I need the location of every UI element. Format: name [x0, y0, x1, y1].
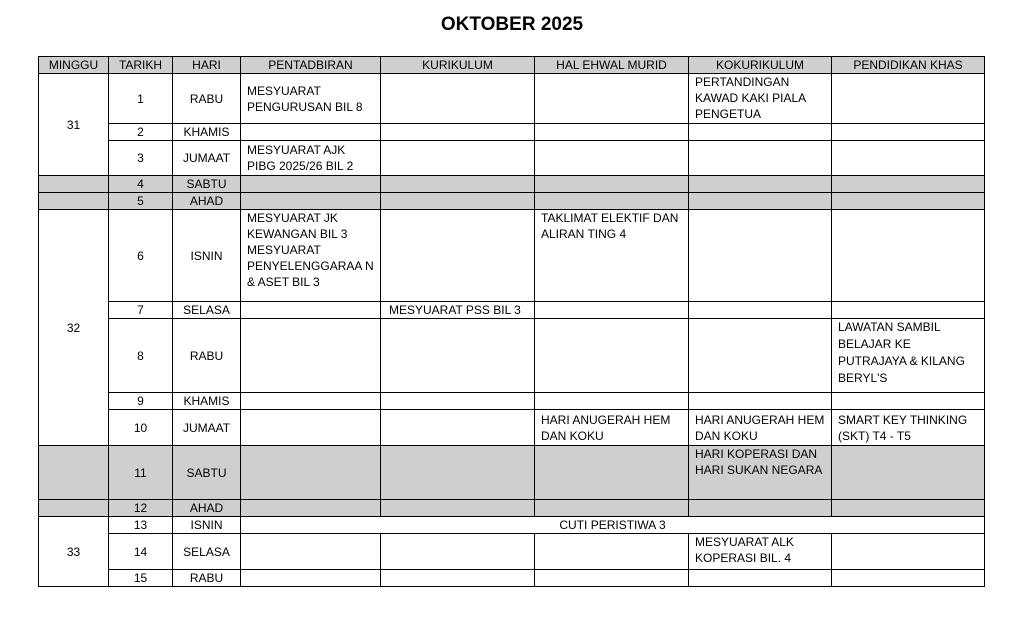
- table-row: [39, 124, 985, 141]
- khas-cell: [832, 210, 985, 302]
- kurikulum-cell: [381, 74, 535, 124]
- khas-cell: [832, 446, 985, 500]
- khas-cell: [832, 393, 985, 410]
- hari-cell: AHAD: [173, 500, 241, 517]
- hari-cell: ISNIN: [173, 210, 241, 302]
- kokurikulum-cell: [689, 393, 832, 410]
- week-cell: [39, 500, 109, 517]
- khas-cell: [832, 500, 985, 517]
- khas-cell: [832, 141, 985, 176]
- pentadbiran-cell: [241, 393, 381, 410]
- hari-cell: AHAD: [173, 193, 241, 210]
- calendar-table: [38, 56, 985, 587]
- table-row: [39, 176, 985, 193]
- header-kokurikulum: KOKURIKULUM: [689, 57, 832, 74]
- hari-cell: KHAMIS: [173, 393, 241, 410]
- week-cell: 33: [39, 517, 109, 587]
- holiday-cell: CUTI PERISTIWA 3: [241, 517, 985, 534]
- header-hem: HAL EHWAL MURID: [535, 57, 689, 74]
- pentadbiran-cell: [241, 124, 381, 141]
- table-row: [39, 141, 985, 176]
- header-minggu: MINGGU: [39, 57, 109, 74]
- header-pentadbiran: PENTADBIRAN: [241, 57, 381, 74]
- table-row: [39, 570, 985, 587]
- hari-cell: RABU: [173, 74, 241, 124]
- kokurikulum-cell: [689, 319, 832, 393]
- pentadbiran-cell: [241, 534, 381, 570]
- hari-cell: SELASA: [173, 534, 241, 570]
- tarikh-cell: 13: [109, 517, 173, 534]
- hem-cell: [535, 124, 689, 141]
- hari-cell: JUMAAT: [173, 141, 241, 176]
- hem-cell: [535, 446, 689, 500]
- hari-cell: JUMAAT: [173, 410, 241, 446]
- hem-cell: TAKLIMAT ELEKTIF DAN ALIRAN TING 4: [535, 210, 689, 302]
- table-row: [39, 517, 985, 534]
- khas-cell: [832, 74, 985, 124]
- tarikh-cell: 14: [109, 534, 173, 570]
- tarikh-cell: 11: [109, 446, 173, 500]
- kokurikulum-cell: [689, 176, 832, 193]
- khas-cell: LAWATAN SAMBIL BELAJAR KE PUTRAJAYA & KILANG BERYL'S: [832, 319, 985, 393]
- pentadbiran-cell: [241, 500, 381, 517]
- hari-cell: ISNIN: [173, 517, 241, 534]
- kokurikulum-cell: [689, 500, 832, 517]
- header-tarikh: TARIKH: [109, 57, 173, 74]
- pentadbiran-cell: MESYUARAT AJK PIBG 2025/26 BIL 2: [241, 141, 381, 176]
- kurikulum-cell: MESYUARAT PSS BIL 3: [381, 302, 535, 319]
- kurikulum-cell: [381, 141, 535, 176]
- kokurikulum-cell: [689, 141, 832, 176]
- week-cell: [39, 446, 109, 500]
- table-row: [39, 393, 985, 410]
- hem-cell: [535, 393, 689, 410]
- kokurikulum-cell: HARI ANUGERAH HEM DAN KOKU: [689, 410, 832, 446]
- table-row: [39, 210, 985, 302]
- header-hari: HARI: [173, 57, 241, 74]
- kurikulum-cell: [381, 410, 535, 446]
- pentadbiran-cell: [241, 570, 381, 587]
- tarikh-cell: 5: [109, 193, 173, 210]
- kokurikulum-cell: [689, 570, 832, 587]
- week-cell: 32: [39, 210, 109, 446]
- kokurikulum-cell: [689, 302, 832, 319]
- pentadbiran-cell: [241, 193, 381, 210]
- tarikh-cell: 8: [109, 319, 173, 393]
- khas-cell: [832, 193, 985, 210]
- tarikh-cell: 4: [109, 176, 173, 193]
- tarikh-cell: 12: [109, 500, 173, 517]
- tarikh-cell: 7: [109, 302, 173, 319]
- table-row: [39, 74, 985, 124]
- tarikh-cell: 10: [109, 410, 173, 446]
- hem-cell: [535, 302, 689, 319]
- pentadbiran-cell: [241, 410, 381, 446]
- hem-cell: [535, 570, 689, 587]
- khas-cell: [832, 534, 985, 570]
- page-title: OKTOBER 2025: [440, 14, 584, 35]
- hari-cell: KHAMIS: [173, 124, 241, 141]
- hem-cell: [535, 319, 689, 393]
- pentadbiran-cell: [241, 446, 381, 500]
- table-row: [39, 446, 985, 500]
- tarikh-cell: 15: [109, 570, 173, 587]
- week-cell: 31: [39, 74, 109, 176]
- tarikh-cell: 2: [109, 124, 173, 141]
- table-row: [39, 302, 985, 319]
- hari-cell: RABU: [173, 319, 241, 393]
- kokurikulum-cell: MESYUARAT ALK KOPERASI BIL. 4: [689, 534, 832, 570]
- table-row: [39, 193, 985, 210]
- pentadbiran-cell: MESYUARAT PENGURUSAN BIL 8: [241, 74, 381, 124]
- hem-cell: HARI ANUGERAH HEM DAN KOKU: [535, 410, 689, 446]
- table-row: [39, 319, 985, 393]
- kurikulum-cell: [381, 193, 535, 210]
- hari-cell: SABTU: [173, 446, 241, 500]
- hem-cell: [535, 534, 689, 570]
- hem-cell: [535, 176, 689, 193]
- hari-cell: RABU: [173, 570, 241, 587]
- kurikulum-cell: [381, 319, 535, 393]
- kokurikulum-cell: PERTANDINGAN KAWAD KAKI PIALA PENGETUA: [689, 74, 832, 124]
- kurikulum-cell: [381, 446, 535, 500]
- khas-cell: [832, 302, 985, 319]
- kokurikulum-cell: [689, 124, 832, 141]
- khas-cell: [832, 570, 985, 587]
- tarikh-cell: 3: [109, 141, 173, 176]
- kokurikulum-cell: [689, 193, 832, 210]
- tarikh-cell: 1: [109, 74, 173, 124]
- kurikulum-cell: [381, 210, 535, 302]
- header-pendidikan-khas: PENDIDIKAN KHAS: [832, 57, 985, 74]
- hari-cell: SELASA: [173, 302, 241, 319]
- table-row: [39, 410, 985, 446]
- tarikh-cell: 9: [109, 393, 173, 410]
- pentadbiran-cell: [241, 319, 381, 393]
- hem-cell: [535, 74, 689, 124]
- kurikulum-cell: [381, 570, 535, 587]
- header-row: [39, 57, 985, 74]
- kokurikulum-cell: [689, 210, 832, 302]
- table-row: [39, 500, 985, 517]
- tarikh-cell: 6: [109, 210, 173, 302]
- kokurikulum-cell: HARI KOPERASI DAN HARI SUKAN NEGARA: [689, 446, 832, 500]
- kurikulum-cell: [381, 534, 535, 570]
- kurikulum-cell: [381, 393, 535, 410]
- pentadbiran-cell: [241, 302, 381, 319]
- table-row: [39, 534, 985, 570]
- hem-cell: [535, 500, 689, 517]
- header-kurikulum: KURIKULUM: [381, 57, 535, 74]
- hari-cell: SABTU: [173, 176, 241, 193]
- week-cell: [39, 193, 109, 210]
- khas-cell: [832, 176, 985, 193]
- pentadbiran-cell: [241, 176, 381, 193]
- week-cell: [39, 176, 109, 193]
- kurikulum-cell: [381, 500, 535, 517]
- hem-cell: [535, 193, 689, 210]
- hem-cell: [535, 141, 689, 176]
- pentadbiran-cell: MESYUARAT JK KEWANGAN BIL 3 MESYUARAT PENYELENGGARAA N & ASET BIL 3: [241, 210, 381, 302]
- kurikulum-cell: [381, 124, 535, 141]
- kurikulum-cell: [381, 176, 535, 193]
- khas-cell: SMART KEY THINKING (SKT) T4 - T5: [832, 410, 985, 446]
- khas-cell: [832, 124, 985, 141]
